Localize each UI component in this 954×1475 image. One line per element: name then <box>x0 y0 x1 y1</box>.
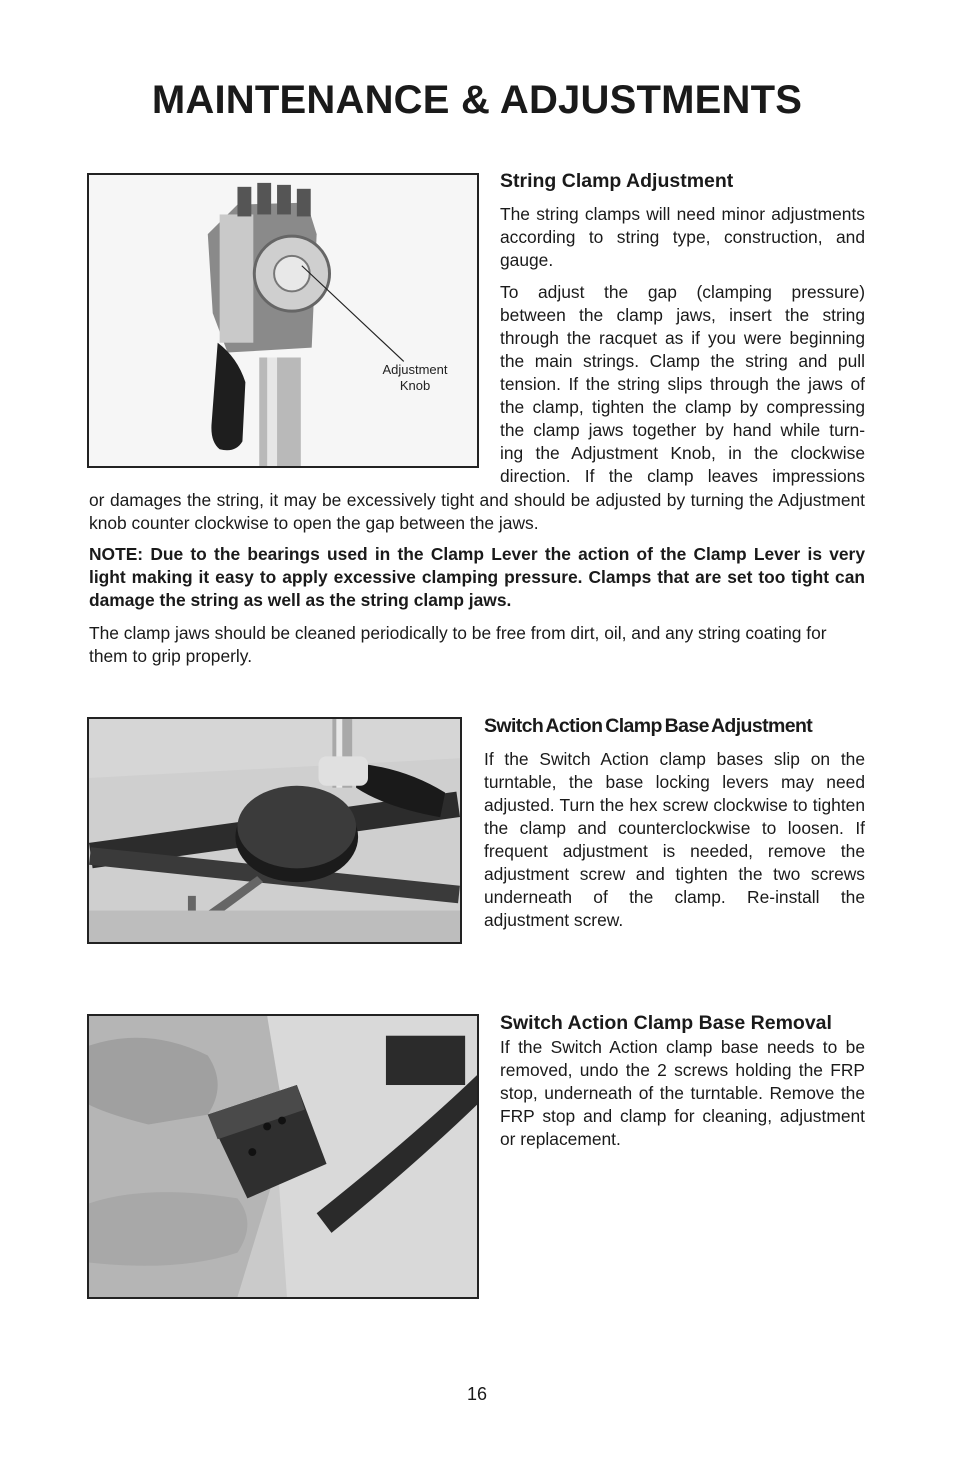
text-line: the main strings. Clamp the string and pull <box>500 351 865 371</box>
page-number: 16 <box>466 1384 488 1404</box>
callout-line-1: Adjustment <box>382 362 448 377</box>
cleaning-paragraph: The clamp jaws should be cleaned periodically to be free from dirt, oil, and any string coating for them to grip properly. <box>89 623 827 666</box>
page-title: MAINTENANCE & ADJUSTMENTS <box>151 78 803 122</box>
section-heading-string-clamp: String Clamp Adjustment <box>500 170 734 192</box>
paragraph-continued: or damages the string, it may be excessively tight and should be adjusted by turning the Adjustment knob counter clockwise to open the gap between the jaws. <box>89 490 865 533</box>
clamp-base-removal-photo <box>87 1014 479 1299</box>
string-clamp-text <box>500 170 865 488</box>
clamp-base-adjustment-text <box>484 715 865 932</box>
text-line: To adjust the gap (clamping pressure) <box>500 282 865 302</box>
paragraph: If the Switch Action clamp base needs to be removed, undo the 2 screws holding the FRP stop, underneath of the turntable. Remove the FRP stop and clamp for cleaning, adjustment or replacement. <box>500 1037 865 1149</box>
adjustment-knob-label <box>365 362 465 394</box>
paragraph: If the Switch Action clamp bases slip on the turntable, the base locking levers may need adjusted. Turn the hex screw clockwise to tighten the clamp and counterclockwise to loosen. If frequent adjustment is needed, remove the adjustment screw and tighten the two screws underneath of the clamp. Re-install the adjustment screw. <box>484 749 865 930</box>
text-line: through the racquet as if you were beginning <box>500 328 865 348</box>
clamp-base-adjustment-photo <box>87 717 462 944</box>
paragraph-adjust-gap <box>500 281 865 488</box>
clamp-base-removal-text <box>500 1012 865 1151</box>
note-paragraph: NOTE: Due to the bearings used in the Clamp Lever the action of the Clamp Lever is very light making it easy to apply excessive clamping pressure. Clamps that are set too tight can damage the string as well as the string clamp jaws. <box>89 544 865 610</box>
text-line: the clamp jaws together by hand while turn- <box>500 420 865 440</box>
text-line: tension. If the string slips through the jaws of <box>500 374 865 394</box>
string-clamp-photo <box>87 173 479 468</box>
text-line: ing the Adjustment Knob, in the clockwise <box>500 443 865 463</box>
paragraph: The string clamps will need minor adjustments according to string type, construction, and gauge. <box>500 204 865 270</box>
text-line: between the clamp jaws, insert the string <box>500 305 865 325</box>
section-heading-clamp-base-adjustment: Switch Action Clamp Base Adjustment <box>484 715 813 737</box>
text-line: the clamp, tighten the clamp by compressing <box>500 397 865 417</box>
callout-line-2: Knob <box>399 378 431 393</box>
section-heading-clamp-base-removal: Switch Action Clamp Base Removal <box>500 1012 832 1034</box>
text-line: direction. If the clamp leaves impressions <box>500 466 865 486</box>
